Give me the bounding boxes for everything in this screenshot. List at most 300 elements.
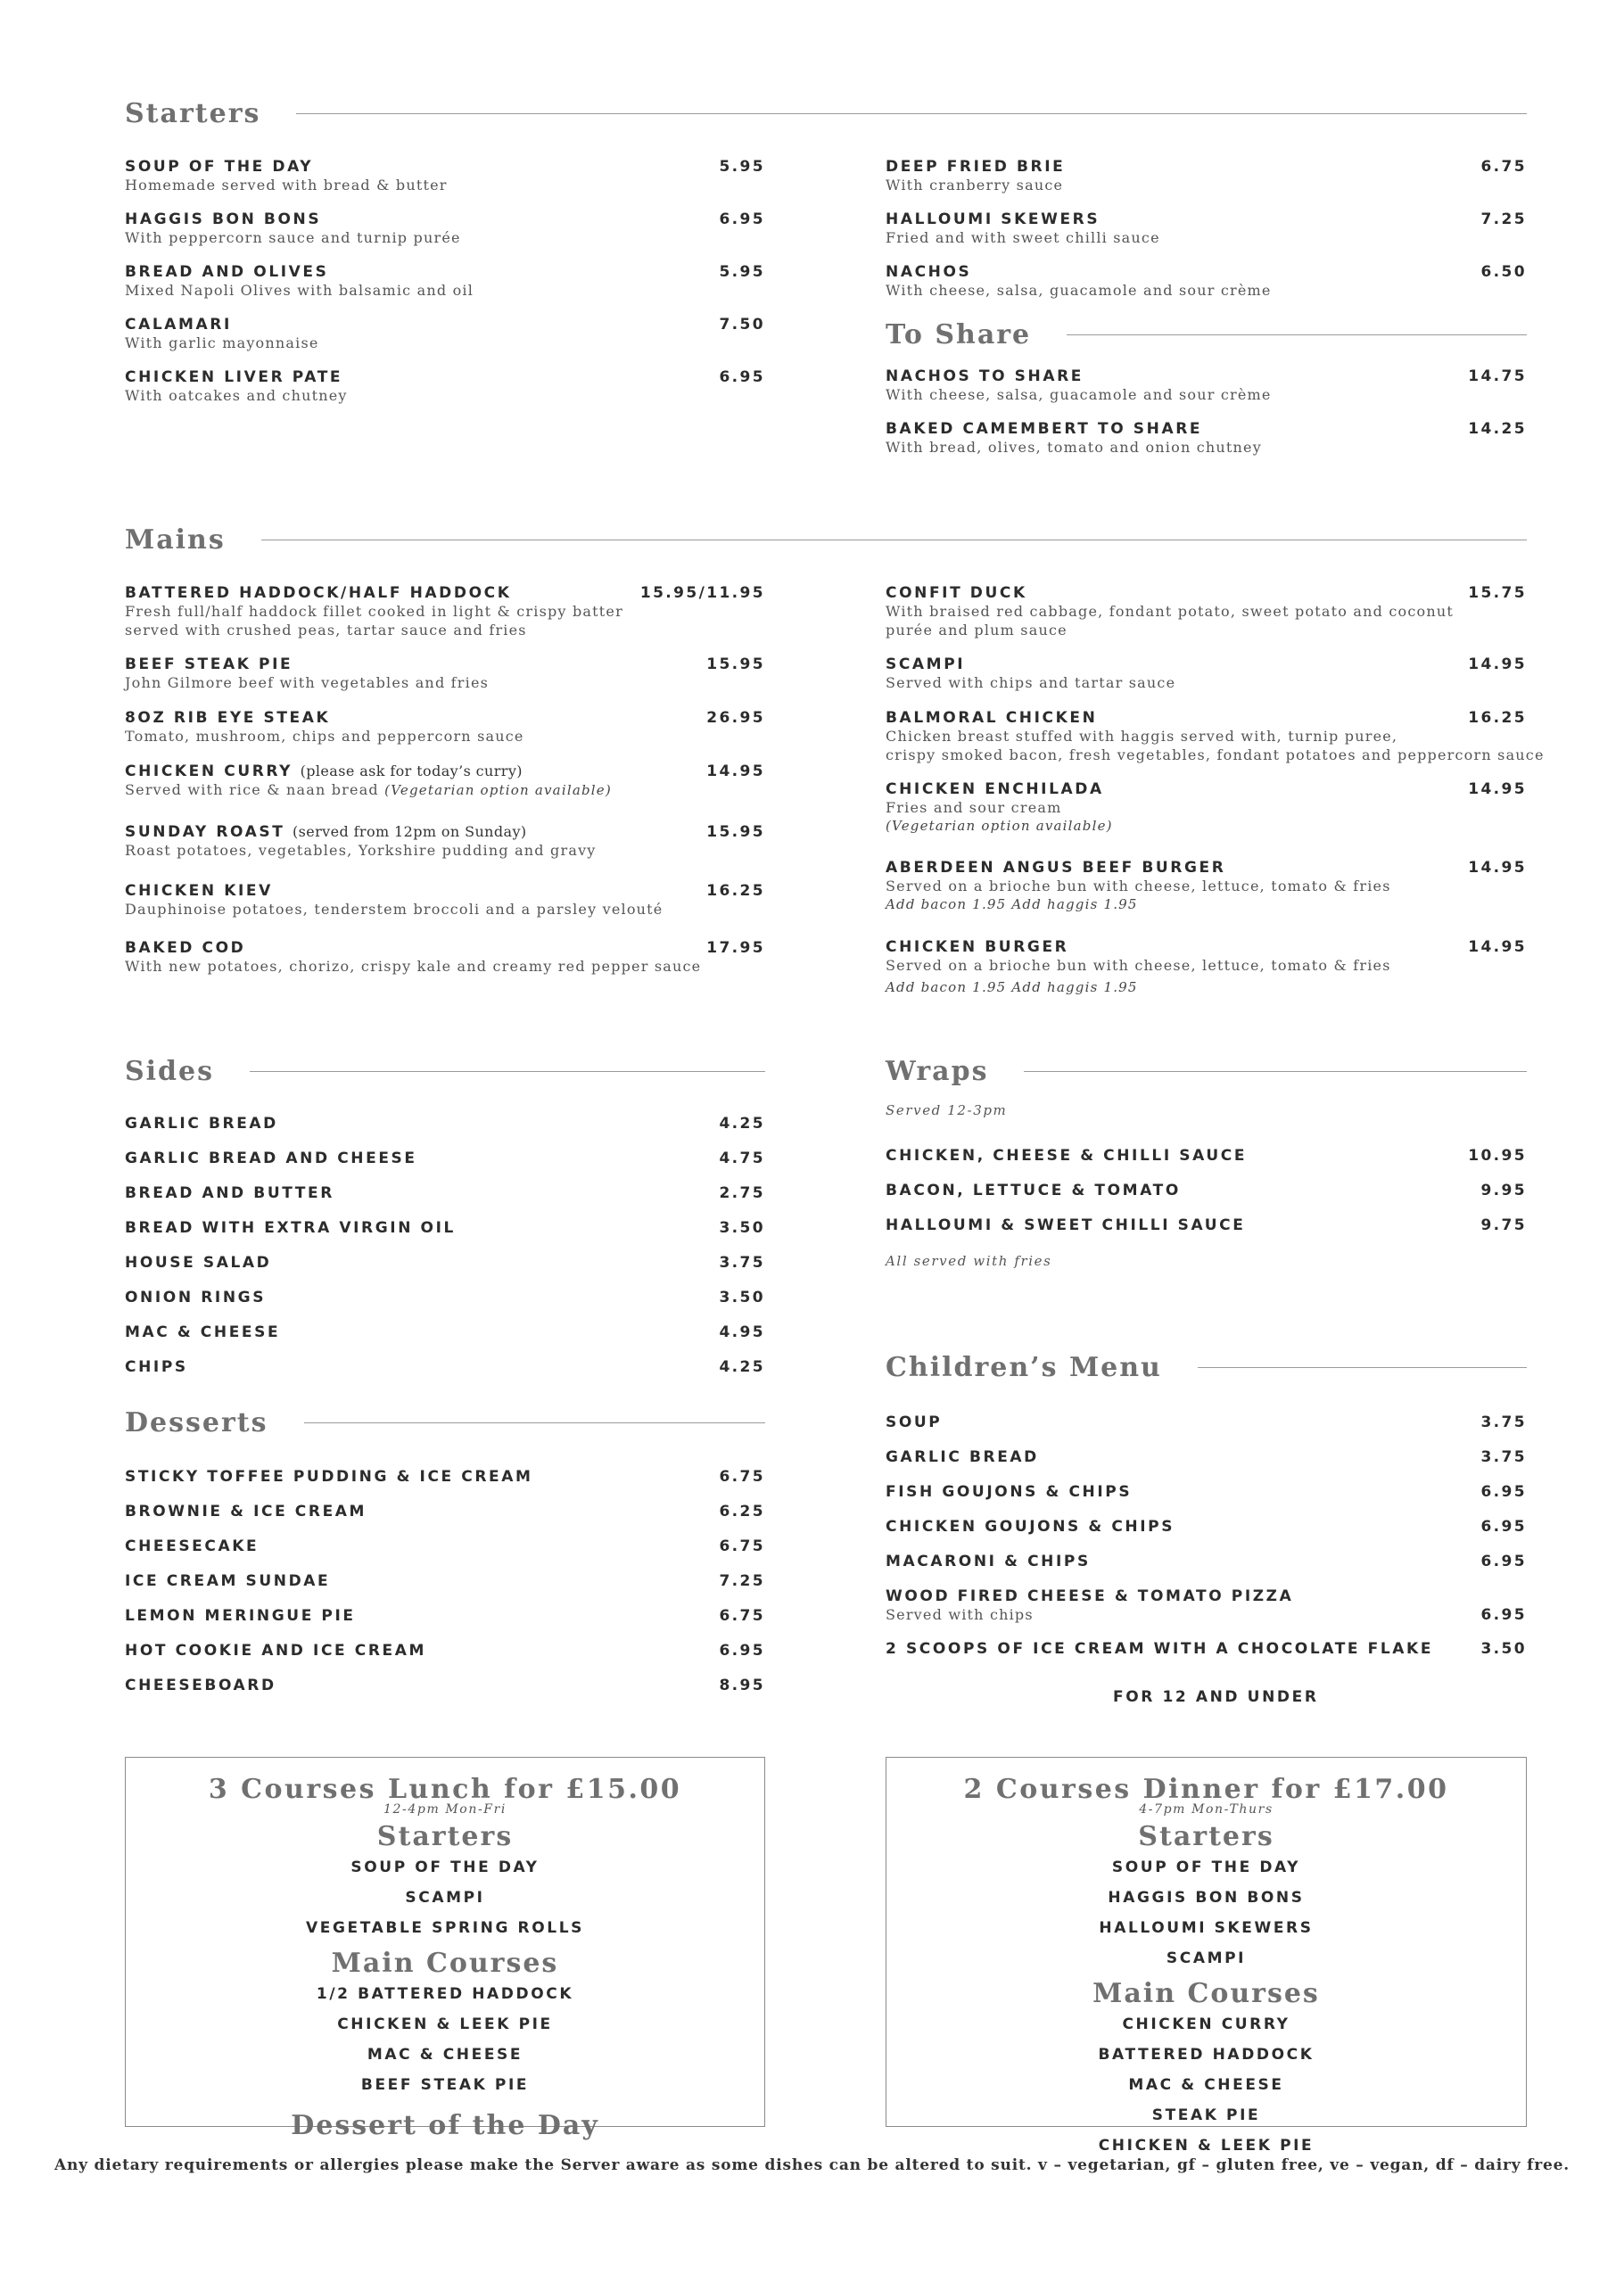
menu-item-row [886, 1553, 1527, 1570]
section-divider [304, 1422, 765, 1423]
menu-item [125, 1537, 765, 1555]
menu-item-row [886, 367, 1527, 385]
menu-item [886, 1448, 1527, 1466]
item-name-text: GARLIC BREAD [125, 1115, 278, 1133]
menu-item [125, 1184, 765, 1202]
item-name [125, 1468, 533, 1486]
item-price: 5.95 [719, 263, 765, 281]
to-share-heading [886, 319, 1527, 350]
item-name-text: FISH GOUJONS & CHIPS [886, 1483, 1133, 1501]
lunch-starters-list [126, 1852, 764, 1943]
menu-item [125, 316, 765, 352]
item-price: 14.25 [1468, 420, 1527, 438]
item-name [886, 1147, 1247, 1165]
item-name [125, 368, 342, 386]
item-name-text: WOOD FIRED CHEESE & TOMATO PIZZA [886, 1587, 1294, 1605]
menu-item [886, 584, 1527, 639]
item-name [886, 210, 1100, 228]
menu-item-row [886, 1605, 1527, 1624]
item-description: purée and plum sauce [886, 622, 1068, 639]
item-price: 26.95 [706, 709, 765, 727]
item-price: 6.75 [719, 1537, 765, 1555]
item-description: With bread, olives, tomato and onion chutney [886, 439, 1262, 456]
item-description [125, 780, 765, 800]
item-price: 3.75 [1480, 1413, 1527, 1431]
menu-item-row [125, 939, 765, 957]
item-name [125, 210, 321, 228]
item-name-text: CHICKEN, CHEESE & CHILLI SAUCE [886, 1147, 1248, 1165]
item-name [125, 709, 330, 727]
section-divider [296, 113, 1527, 114]
deal-item: BEEF STEAK PIE [360, 2076, 530, 2094]
menu-item [125, 1289, 765, 1306]
item-price: 6.75 [719, 1607, 765, 1625]
item-price: 3.50 [1480, 1640, 1527, 1658]
item-description: With new potatoes, chorizo, crispy kale and creamy red pepper sauce [125, 958, 702, 975]
age-note: FOR 12 AND UNDER [1113, 1688, 1319, 1706]
item-name-note: (served from 12pm on Sunday) [292, 823, 527, 840]
item-price: 15.95/11.95 [639, 584, 765, 602]
item-price: 16.25 [1468, 709, 1527, 727]
item-name [886, 1413, 942, 1431]
menu-item-row [886, 1587, 1527, 1605]
item-name-text: CHEESEBOARD [125, 1677, 276, 1694]
item-price: 15.75 [1468, 584, 1527, 602]
item-name [125, 263, 328, 281]
item-name [886, 938, 1068, 956]
item-name [125, 316, 232, 334]
item-name-text: CHICKEN LIVER PATE [125, 368, 343, 386]
item-price: 6.95 [719, 368, 765, 386]
dinner-starters-list [886, 1852, 1526, 1974]
menu-item-row [125, 1503, 765, 1521]
item-price: 17.95 [706, 939, 765, 957]
item-description: Mixed Napoli Olives with balsamic and oil [125, 282, 474, 299]
item-description: With braised red cabbage, fondant potato, sweet potato and coconut [886, 603, 1454, 620]
item-description: crispy smoked bacon, fresh vegetables, fondant potatoes and peppercorn sauce [886, 746, 1545, 763]
menu-item-row [886, 1640, 1527, 1658]
deal-item: SCAMPI [405, 1889, 485, 1907]
childrens-menu-heading [886, 1352, 1527, 1383]
item-name [125, 1289, 266, 1306]
item-name [886, 780, 1104, 798]
item-name [125, 158, 313, 176]
item-price: 7.50 [719, 316, 765, 334]
section-title: Children’s Menu [886, 1352, 1162, 1383]
item-price: 4.25 [719, 1115, 765, 1133]
menu-item-row [125, 1572, 765, 1590]
item-name [125, 1254, 271, 1272]
item-description: Served with chips [886, 1606, 1034, 1623]
item-price: 10.95 [1468, 1147, 1527, 1165]
item-price: 14.95 [1468, 655, 1527, 673]
lunch-deal-title: 3 Courses Lunch for £15.00 [208, 1774, 682, 1805]
item-name [886, 655, 965, 673]
item-name-text: MACARONI & CHIPS [886, 1553, 1091, 1570]
menu-item-row [125, 1642, 765, 1660]
item-price: 3.50 [719, 1219, 765, 1237]
item-name-text: SOUP [886, 1413, 943, 1431]
item-name-text: LEMON MERINGUE PIE [125, 1607, 356, 1625]
menu-item-row [886, 1448, 1527, 1466]
section-divider [1024, 1071, 1527, 1072]
item-name-text: CHIPS [125, 1358, 188, 1376]
menu-item [125, 1150, 765, 1167]
item-name [125, 1572, 330, 1590]
lunch-mains-title: Main Courses [331, 1948, 559, 1979]
menu-item-row [886, 1216, 1527, 1234]
menu-item [886, 263, 1527, 300]
item-description: served with crushed peas, tartar sauce and fries [125, 622, 527, 639]
section-divider [1067, 334, 1527, 335]
menu-item-row [125, 1184, 765, 1202]
menu-item [125, 762, 765, 800]
menu-item-row [886, 938, 1527, 956]
item-name-text: CHEESECAKE [125, 1537, 260, 1555]
item-price: 7.25 [719, 1572, 765, 1590]
item-price: 6.95 [1480, 1483, 1527, 1501]
menu-item [886, 367, 1527, 404]
item-name-text: BEEF STEAK PIE [125, 655, 293, 673]
lunch-starters-title: Starters [376, 1821, 514, 1852]
item-name-text: STICKY TOFFEE PUDDING & ICE CREAM [125, 1468, 533, 1486]
item-name [886, 1182, 1181, 1199]
menu-item-row [886, 158, 1527, 176]
menu-item [886, 655, 1527, 692]
menu-item-row [886, 709, 1527, 727]
menu-item-row [125, 1607, 765, 1625]
menu-item-row [125, 316, 765, 334]
item-name-text: HALLOUMI & SWEET CHILLI SAUCE [886, 1216, 1246, 1234]
menu-item-row [886, 210, 1527, 228]
item-price: 14.75 [1468, 367, 1527, 385]
menu-item [886, 1147, 1527, 1165]
item-description: Roast potatoes, vegetables, Yorkshire pudding and gravy [125, 842, 597, 859]
item-price: 9.75 [1480, 1216, 1527, 1234]
item-description: Fries and sour cream [886, 799, 1062, 816]
item-name-text: GARLIC BREAD [886, 1448, 1039, 1466]
item-price: 6.95 [719, 1642, 765, 1660]
item-price: 3.50 [719, 1289, 765, 1306]
item-name-note: (please ask for today’s curry) [300, 762, 523, 779]
item-name-text: MAC & CHEESE [125, 1323, 281, 1341]
item-price: 6.50 [1480, 263, 1527, 281]
menu-item-row [125, 823, 765, 841]
menu-item-row [125, 210, 765, 228]
deal-item: MAC & CHEESE [367, 2046, 523, 2064]
deal-item: CHICKEN CURRY [1122, 2015, 1290, 2033]
menu-item [125, 1607, 765, 1625]
menu-item-row [886, 1518, 1527, 1536]
item-name [125, 1184, 334, 1202]
menu-item [886, 1483, 1527, 1501]
menu-item [125, 158, 765, 194]
item-name-text: CHICKEN BURGER [886, 938, 1069, 956]
deal-item: MAC & CHEESE [1128, 2076, 1284, 2094]
item-name-text: BALMORAL CHICKEN [886, 709, 1098, 727]
item-description: With garlic mayonnaise [125, 334, 319, 351]
menu-item-row [125, 1150, 765, 1167]
item-name-text: HOT COOKIE AND ICE CREAM [125, 1642, 427, 1660]
item-price: 6.25 [719, 1503, 765, 1521]
item-name [886, 158, 1065, 176]
item-description: With cheese, salsa, guacamole and sour crème [886, 386, 1272, 403]
item-description: With cranberry sauce [886, 177, 1064, 194]
item-price: 6.95 [1480, 1606, 1527, 1624]
item-name [125, 655, 293, 673]
item-price: 9.95 [1480, 1182, 1527, 1199]
lunch-deal-hours: 12-4pm Mon-Fri [383, 1802, 507, 1817]
menu-item [125, 263, 765, 300]
menu-item [886, 1182, 1527, 1199]
item-name-text: HAGGIS BON BONS [125, 210, 322, 228]
item-name [125, 1115, 278, 1133]
menu-item-row [886, 780, 1527, 798]
item-name-text: 8OZ RIB EYE STEAK [125, 709, 331, 727]
item-name-text: CHICKEN GOUJONS & CHIPS [886, 1518, 1175, 1536]
menu-item-row [886, 263, 1527, 281]
item-price: 14.95 [1468, 780, 1527, 798]
menu-item [886, 1518, 1527, 1536]
item-description: Chicken breast stuffed with haggis served with, turnip puree, [886, 728, 1398, 745]
menu-item-row [125, 1468, 765, 1486]
item-name-text: BAKED COD [125, 939, 246, 957]
item-price: 4.25 [719, 1358, 765, 1376]
menu-item [125, 709, 765, 746]
deal-item: CHICKEN & LEEK PIE [1098, 2137, 1315, 2155]
item-price: 6.75 [719, 1468, 765, 1486]
menu-item-row [125, 762, 765, 780]
item-price: 3.75 [1480, 1448, 1527, 1466]
dietary-footer: Any dietary requirements or allergies please make the Server aware as some dishes can be altered to suit. v – vegetarian, gf – gluten free, ve – vegan, df – dairy free. [54, 2156, 1570, 2174]
item-name [125, 1677, 276, 1694]
menu-item [886, 420, 1527, 457]
item-name [125, 1503, 367, 1521]
item-name-text: CHICKEN CURRY [125, 762, 293, 780]
item-price: 8.95 [719, 1677, 765, 1694]
deal-item: STEAK PIE [1151, 2106, 1261, 2124]
menu-item-row [125, 709, 765, 727]
item-description: Served on a brioche bun with cheese, lettuce, tomato & fries [886, 878, 1391, 894]
menu-item [886, 780, 1527, 836]
item-name-text: NACHOS TO SHARE [886, 367, 1084, 385]
item-price: 6.95 [1480, 1553, 1527, 1570]
item-name-text: CALAMARI [125, 316, 232, 334]
item-description: Served on a brioche bun with cheese, lettuce, tomato & fries [886, 957, 1391, 974]
item-description-text: Served with rice & naan bread [125, 781, 379, 798]
deal-item: BATTERED HADDOCK [1098, 2046, 1315, 2064]
item-price: 3.75 [719, 1254, 765, 1272]
item-name [125, 1537, 259, 1555]
menu-item [886, 1640, 1527, 1658]
item-name-text: HOUSE SALAD [125, 1254, 272, 1272]
item-price: 6.95 [1480, 1518, 1527, 1536]
item-name-text: BATTERED HADDOCK/HALF HADDOCK [125, 584, 512, 602]
deal-item: 1/2 BATTERED HADDOCK [316, 1985, 574, 2003]
deal-item: SCAMPI [1166, 1949, 1247, 1967]
section-title: Sides [125, 1056, 215, 1087]
menu-item [886, 210, 1527, 247]
item-name [886, 420, 1202, 438]
item-description: With oatcakes and chutney [125, 387, 348, 404]
item-description: Tomato, mushroom, chips and peppercorn sauce [125, 728, 524, 745]
item-name [886, 1448, 1039, 1466]
menu-item-row [886, 859, 1527, 877]
item-name [886, 1483, 1132, 1501]
item-name [125, 584, 512, 602]
menu-item [886, 859, 1527, 914]
starters-heading [125, 98, 1527, 129]
wraps-heading [886, 1056, 1527, 1087]
menu-item [125, 1323, 765, 1341]
menu-item-row [886, 1182, 1527, 1199]
item-name [886, 1640, 1433, 1658]
item-price: 14.95 [706, 762, 765, 780]
menu-item [125, 1254, 765, 1272]
item-name [125, 939, 245, 957]
deal-item: VEGETABLE SPRING ROLLS [306, 1919, 584, 1937]
menu-item-row [125, 1323, 765, 1341]
dinner-mains-title: Main Courses [1092, 1978, 1320, 2009]
item-name [125, 882, 273, 900]
menu-item [125, 939, 765, 976]
section-title: Desserts [125, 1407, 268, 1438]
item-description-italic: (Vegetarian option available) [384, 782, 612, 798]
item-name [886, 1518, 1175, 1536]
dinner-deal-box [886, 1757, 1527, 2155]
menu-item-row [125, 368, 765, 386]
item-name [886, 1216, 1245, 1234]
item-description: Fried and with sweet chilli sauce [886, 229, 1160, 246]
item-name-text: BROWNIE & ICE CREAM [125, 1503, 367, 1521]
dinner-starters-title: Starters [1138, 1821, 1274, 1852]
item-price: 5.95 [719, 158, 765, 176]
item-name-text: BAKED CAMEMBERT TO SHARE [886, 420, 1203, 438]
menu-item [125, 655, 765, 692]
menu-item [125, 1219, 765, 1237]
menu-item [125, 882, 765, 919]
menu-item-row [886, 1483, 1527, 1501]
menu-item [125, 823, 765, 860]
menu-item [886, 158, 1527, 194]
item-description: Served with chips and tartar sauce [886, 674, 1176, 691]
item-price: 14.95 [1468, 859, 1527, 877]
menu-item [125, 1503, 765, 1521]
section-title: To Share [886, 319, 1032, 350]
menu-item-row [886, 420, 1527, 438]
item-name-text: NACHOS [886, 263, 972, 281]
deal-item: HAGGIS BON BONS [1108, 1889, 1305, 1907]
deal-item: HALLOUMI SKEWERS [1099, 1919, 1314, 1937]
item-name [125, 762, 523, 780]
item-description: With peppercorn sauce and turnip purée [125, 229, 461, 246]
menu-item-row [125, 158, 765, 176]
item-price: 14.95 [1468, 938, 1527, 956]
menu-item [886, 709, 1545, 764]
item-name-text: HALLOUMI SKEWERS [886, 210, 1101, 228]
item-price: 4.75 [719, 1150, 765, 1167]
menu-item [125, 1115, 765, 1133]
item-name [886, 709, 1097, 727]
menu-item [886, 938, 1527, 997]
item-description: Homemade served with bread & butter [125, 177, 448, 194]
item-price: 15.95 [706, 823, 765, 841]
lunch-mains-list [126, 1979, 764, 2100]
item-price: 15.95 [706, 655, 765, 673]
item-name [886, 1553, 1091, 1570]
section-title: Starters [125, 98, 261, 129]
menu-item-row [125, 1219, 765, 1237]
item-name [125, 1358, 188, 1376]
deal-item: CHICKEN & LEEK PIE [337, 2015, 553, 2033]
item-name-text: BREAD WITH EXTRA VIRGIN OIL [125, 1219, 456, 1237]
menu-item-row [886, 655, 1527, 673]
deal-item: SOUP OF THE DAY [350, 1859, 540, 1876]
item-name-text: SUNDAY ROAST [125, 823, 285, 841]
item-name [886, 584, 1027, 602]
item-name [886, 263, 971, 281]
item-description-italic: (Vegetarian option available) [886, 818, 1113, 834]
dinner-deal-hours: 4-7pm Mon-Thurs [1139, 1802, 1274, 1817]
item-price: 16.25 [706, 882, 765, 900]
section-title: Wraps [886, 1056, 989, 1087]
item-description: Dauphinoise potatoes, tenderstem broccoli and a parsley velouté [125, 901, 664, 918]
item-name [125, 1607, 356, 1625]
section-divider [250, 1071, 765, 1072]
item-name [886, 859, 1225, 877]
lunch-dessert: Dessert of the Day [291, 2110, 599, 2141]
menu-item-row [125, 1677, 765, 1694]
menu-item [125, 1642, 765, 1660]
item-name-text: SCAMPI [886, 655, 966, 673]
menu-item [886, 1587, 1527, 1624]
menu-item [886, 1413, 1527, 1431]
menu-item-row [886, 584, 1527, 602]
deal-item: SOUP OF THE DAY [1111, 1859, 1301, 1876]
item-price: 6.95 [719, 210, 765, 228]
item-description: John Gilmore beef with vegetables and fries [125, 674, 490, 691]
menu-item-row [886, 1147, 1527, 1165]
menu-item-row [125, 1115, 765, 1133]
item-name-text: CONFIT DUCK [886, 584, 1027, 602]
item-price: 2.75 [719, 1184, 765, 1202]
mains-heading [125, 524, 1527, 556]
item-name [125, 1150, 417, 1167]
item-description-italic: Add bacon 1.95 Add haggis 1.95 [886, 979, 1138, 995]
item-name-text: GARLIC BREAD AND CHEESE [125, 1150, 417, 1167]
item-name [886, 1587, 1293, 1605]
item-name-text: ABERDEEN ANGUS BEEF BURGER [886, 859, 1226, 877]
menu-item-row [125, 1289, 765, 1306]
menu-item-row [125, 655, 765, 673]
menu-item-row [125, 263, 765, 281]
item-name-text: BREAD AND OLIVES [125, 263, 329, 281]
item-name-text: SOUP OF THE DAY [125, 158, 314, 176]
item-price: 6.75 [1480, 158, 1527, 176]
item-name [125, 823, 527, 841]
menu-item [125, 1572, 765, 1590]
item-description-italic: Add bacon 1.95 Add haggis 1.95 [886, 896, 1138, 912]
section-title: Mains [125, 524, 226, 556]
menu-item [125, 210, 765, 247]
item-price: 4.95 [719, 1323, 765, 1341]
item-description: Fresh full/half haddock fillet cooked in light & crispy batter [125, 603, 623, 620]
menu-item [125, 368, 765, 405]
item-name-text: BACON, LETTUCE & TOMATO [886, 1182, 1181, 1199]
menu-item-row [125, 1358, 765, 1376]
menu-item [125, 1468, 765, 1486]
menu-item-row [125, 1537, 765, 1555]
